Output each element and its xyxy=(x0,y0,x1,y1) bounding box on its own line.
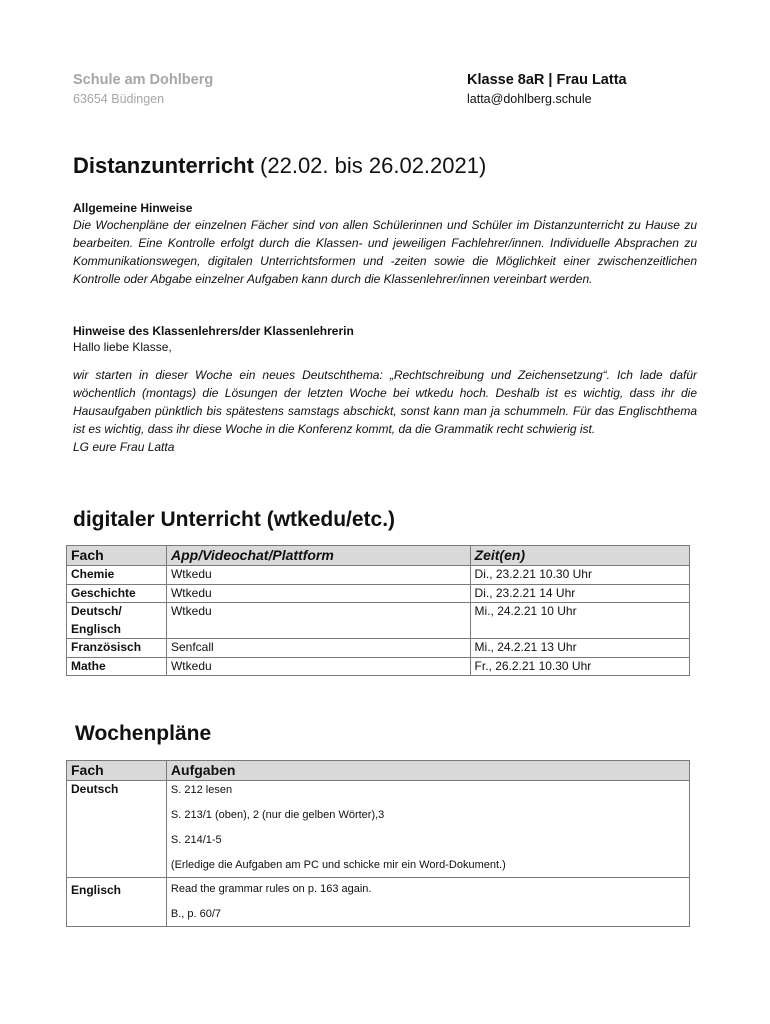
weekly-table-header xyxy=(67,761,690,781)
cell-fach: Geschichte xyxy=(67,584,167,603)
teacher-notes-body: wir starten in dieser Woche ein neues Deutschthema: „Rechtschreibung und Zeichensetzung“. Ich lade dafür wöchentlich (montags) die Lösungen der letzten Woche bei wtkedu hoch. Deshalb ist es wichtig, dass ihr die Hausaufgaben pünktlich bis spätestens samstags abschickt, sonst kann man ja schummeln. Für das Englischthema ist es wichtig, dass ihr diese Woche in die Konferenz kommt, da die Grammatik recht schwierig ist. xyxy=(73,368,697,436)
page-title-bold: Distanzunterricht xyxy=(73,153,254,178)
teacher-notes xyxy=(73,323,697,456)
cell-app: Wtkedu xyxy=(166,657,470,676)
column-header-zeit: Zeit(en) xyxy=(470,546,689,566)
cell-fach: Deutsch/ Englisch xyxy=(67,603,167,639)
table-row xyxy=(67,781,690,878)
digital-table xyxy=(66,545,690,676)
page-title xyxy=(73,152,486,180)
table-row xyxy=(67,878,690,927)
task-item: S. 214/1-5 xyxy=(170,834,222,846)
cell-app: Senfcall xyxy=(166,639,470,658)
digital-heading: digitaler Unterricht (wtkedu/etc.) xyxy=(73,508,396,531)
column-header-app: App/Videochat/Plattform xyxy=(166,546,470,566)
weekly-table xyxy=(66,760,690,927)
cell-tasks xyxy=(166,781,689,878)
task-item: Read the grammar rules on p. 163 again. xyxy=(170,883,372,895)
column-header-aufgaben: Aufgaben xyxy=(166,761,689,781)
cell-zeit: Mi., 24.2.21 13 Uhr xyxy=(470,639,689,658)
cell-fach: Deutsch xyxy=(67,781,167,878)
teacher-email: latta@dohlberg.schule xyxy=(467,92,592,106)
cell-fach: Französisch xyxy=(67,639,167,658)
cell-tasks xyxy=(166,878,689,927)
school-header xyxy=(73,71,213,108)
cell-zeit: Di., 23.2.21 10.30 Uhr xyxy=(470,566,689,585)
general-notes-heading: Allgemeine Hinweise xyxy=(73,201,193,215)
cell-fach: Chemie xyxy=(67,566,167,585)
teacher-notes-heading: Hinweise des Klassenlehrers/der Klassenlehrerin xyxy=(73,324,354,338)
task-item: B., p. 60/7 xyxy=(170,908,222,920)
cell-zeit: Mi., 24.2.21 10 Uhr xyxy=(470,603,689,639)
teacher-notes-greeting: Hallo liebe Klasse, xyxy=(73,340,172,354)
teacher-notes-signoff: LG eure Frau Latta xyxy=(73,440,175,454)
table-row xyxy=(67,657,690,676)
weekly-heading: Wochenpläne xyxy=(75,722,212,745)
cell-app: Wtkedu xyxy=(166,566,470,585)
digital-table-header xyxy=(67,546,690,566)
table-row xyxy=(67,584,690,603)
cell-zeit: Fr., 26.2.21 10.30 Uhr xyxy=(470,657,689,676)
class-info: Klasse 8aR | Frau Latta xyxy=(467,72,627,88)
cell-fach: Englisch xyxy=(67,878,167,927)
table-row xyxy=(67,603,690,639)
table-row xyxy=(67,639,690,658)
task-item: S. 213/1 (oben), 2 (nur die gelben Wörter),3 xyxy=(170,809,385,821)
page-title-dates: (22.02. bis 26.02.2021) xyxy=(253,153,487,178)
class-header xyxy=(467,71,627,108)
school-name: Schule am Dohlberg xyxy=(73,72,214,88)
general-notes-text: Die Wochenpläne der einzelnen Fächer sind von allen Schülerinnen und Schüler im Distanzunterricht zu Hause zu bearbeiten. Eine Kontrolle erfolgt durch die Klassen- und jeweiligen Fachlehrer/innen. Individuelle Absprachen zu Kommunikationswegen, digitalen Unterrichtsformen und -zeiten sowie die Möglichkeit einer zwischenzeitlichen Kontrolle oder Abgabe einzelner Aufgaben kann durch die Klassenlehrer/innen vereinbart werden. xyxy=(73,218,697,286)
table-row xyxy=(67,566,690,585)
cell-app: Wtkedu xyxy=(166,584,470,603)
cell-zeit: Di., 23.2.21 14 Uhr xyxy=(470,584,689,603)
cell-app: Wtkedu xyxy=(166,603,470,639)
school-city: 63654 Büdingen xyxy=(73,92,165,106)
general-notes xyxy=(73,200,697,288)
task-item: S. 212 lesen xyxy=(170,784,233,796)
column-header-fach: Fach xyxy=(67,761,167,781)
cell-fach: Mathe xyxy=(67,657,167,676)
task-item: (Erledige die Aufgaben am PC und schicke mir ein Word-Dokument.) xyxy=(170,859,506,871)
column-header-fach: Fach xyxy=(67,546,167,566)
